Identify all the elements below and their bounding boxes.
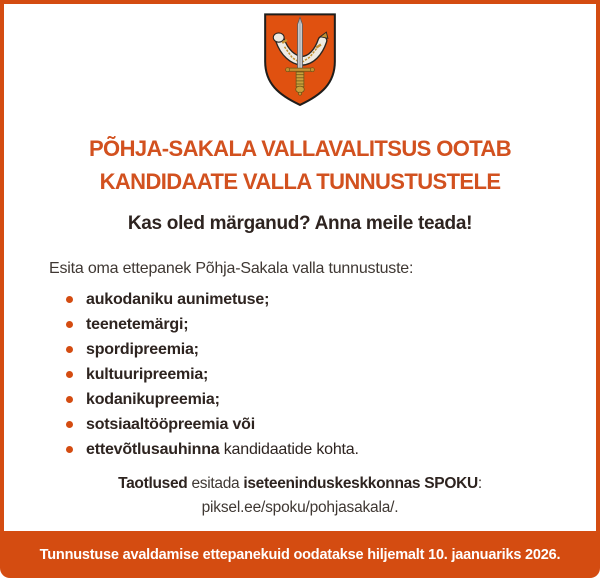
bullet-dot-icon: [66, 296, 73, 303]
award-name: sotsiaaltööpreemia või: [86, 416, 255, 433]
list-item: [66, 337, 600, 362]
bullet-dot-icon: [66, 421, 73, 428]
list-item: [66, 362, 600, 387]
spoku-environment-name: iseteeninduskeskkonnas SPOKU: [243, 475, 478, 492]
apply-text: esitada: [187, 475, 244, 492]
award-name: kultuuripreemia;: [86, 366, 209, 383]
bullet-dot-icon: [66, 321, 73, 328]
list-item: [66, 412, 600, 437]
coat-of-arms-icon: [261, 12, 339, 108]
poster-title-line1: PÕHJA-SAKALA VALLAVALITSUS OOTAB: [88, 136, 511, 161]
list-item: [66, 437, 600, 462]
list-item: [66, 287, 600, 312]
coat-of-arms: [0, 0, 600, 108]
bullet-dot-icon: [66, 346, 73, 353]
award-name: kodanikupreemia;: [86, 391, 220, 408]
award-suffix: kandidaatide kohta.: [219, 441, 359, 458]
deadline-banner: [0, 531, 600, 578]
apply-colon: :: [477, 475, 482, 492]
apply-keyword: Taotlused: [118, 475, 188, 492]
award-name: ettevõtlusauhinna: [86, 441, 220, 458]
list-item: [66, 312, 600, 337]
spoku-url: piksel.ee/spoku/pohjasakala/.: [201, 499, 399, 516]
bullet-dot-icon: [66, 446, 73, 453]
award-list: [66, 287, 600, 462]
award-name: aukodaniku aunimetuse;: [86, 291, 270, 308]
bullet-dot-icon: [66, 371, 73, 378]
poster-title: [30, 132, 570, 198]
list-item: [66, 387, 600, 412]
deadline-text: Tunnustuse avaldamise ettepanekuid oodatakse hiljemalt 10. jaanuariks 2026.: [39, 546, 561, 563]
award-name: spordipreemia;: [86, 341, 199, 358]
intro-text: Esita oma ettepanek Põhja-Sakala valla tunnustuste:: [49, 260, 414, 277]
poster-subtitle: Kas oled märganud? Anna meile teada!: [127, 213, 473, 234]
award-name: teenetemärgi;: [86, 316, 189, 333]
bullet-dot-icon: [66, 396, 73, 403]
application-instructions: [20, 475, 580, 493]
poster-title-line2: KANDIDAATE VALLA TUNNUSTUSTELE: [99, 169, 501, 194]
